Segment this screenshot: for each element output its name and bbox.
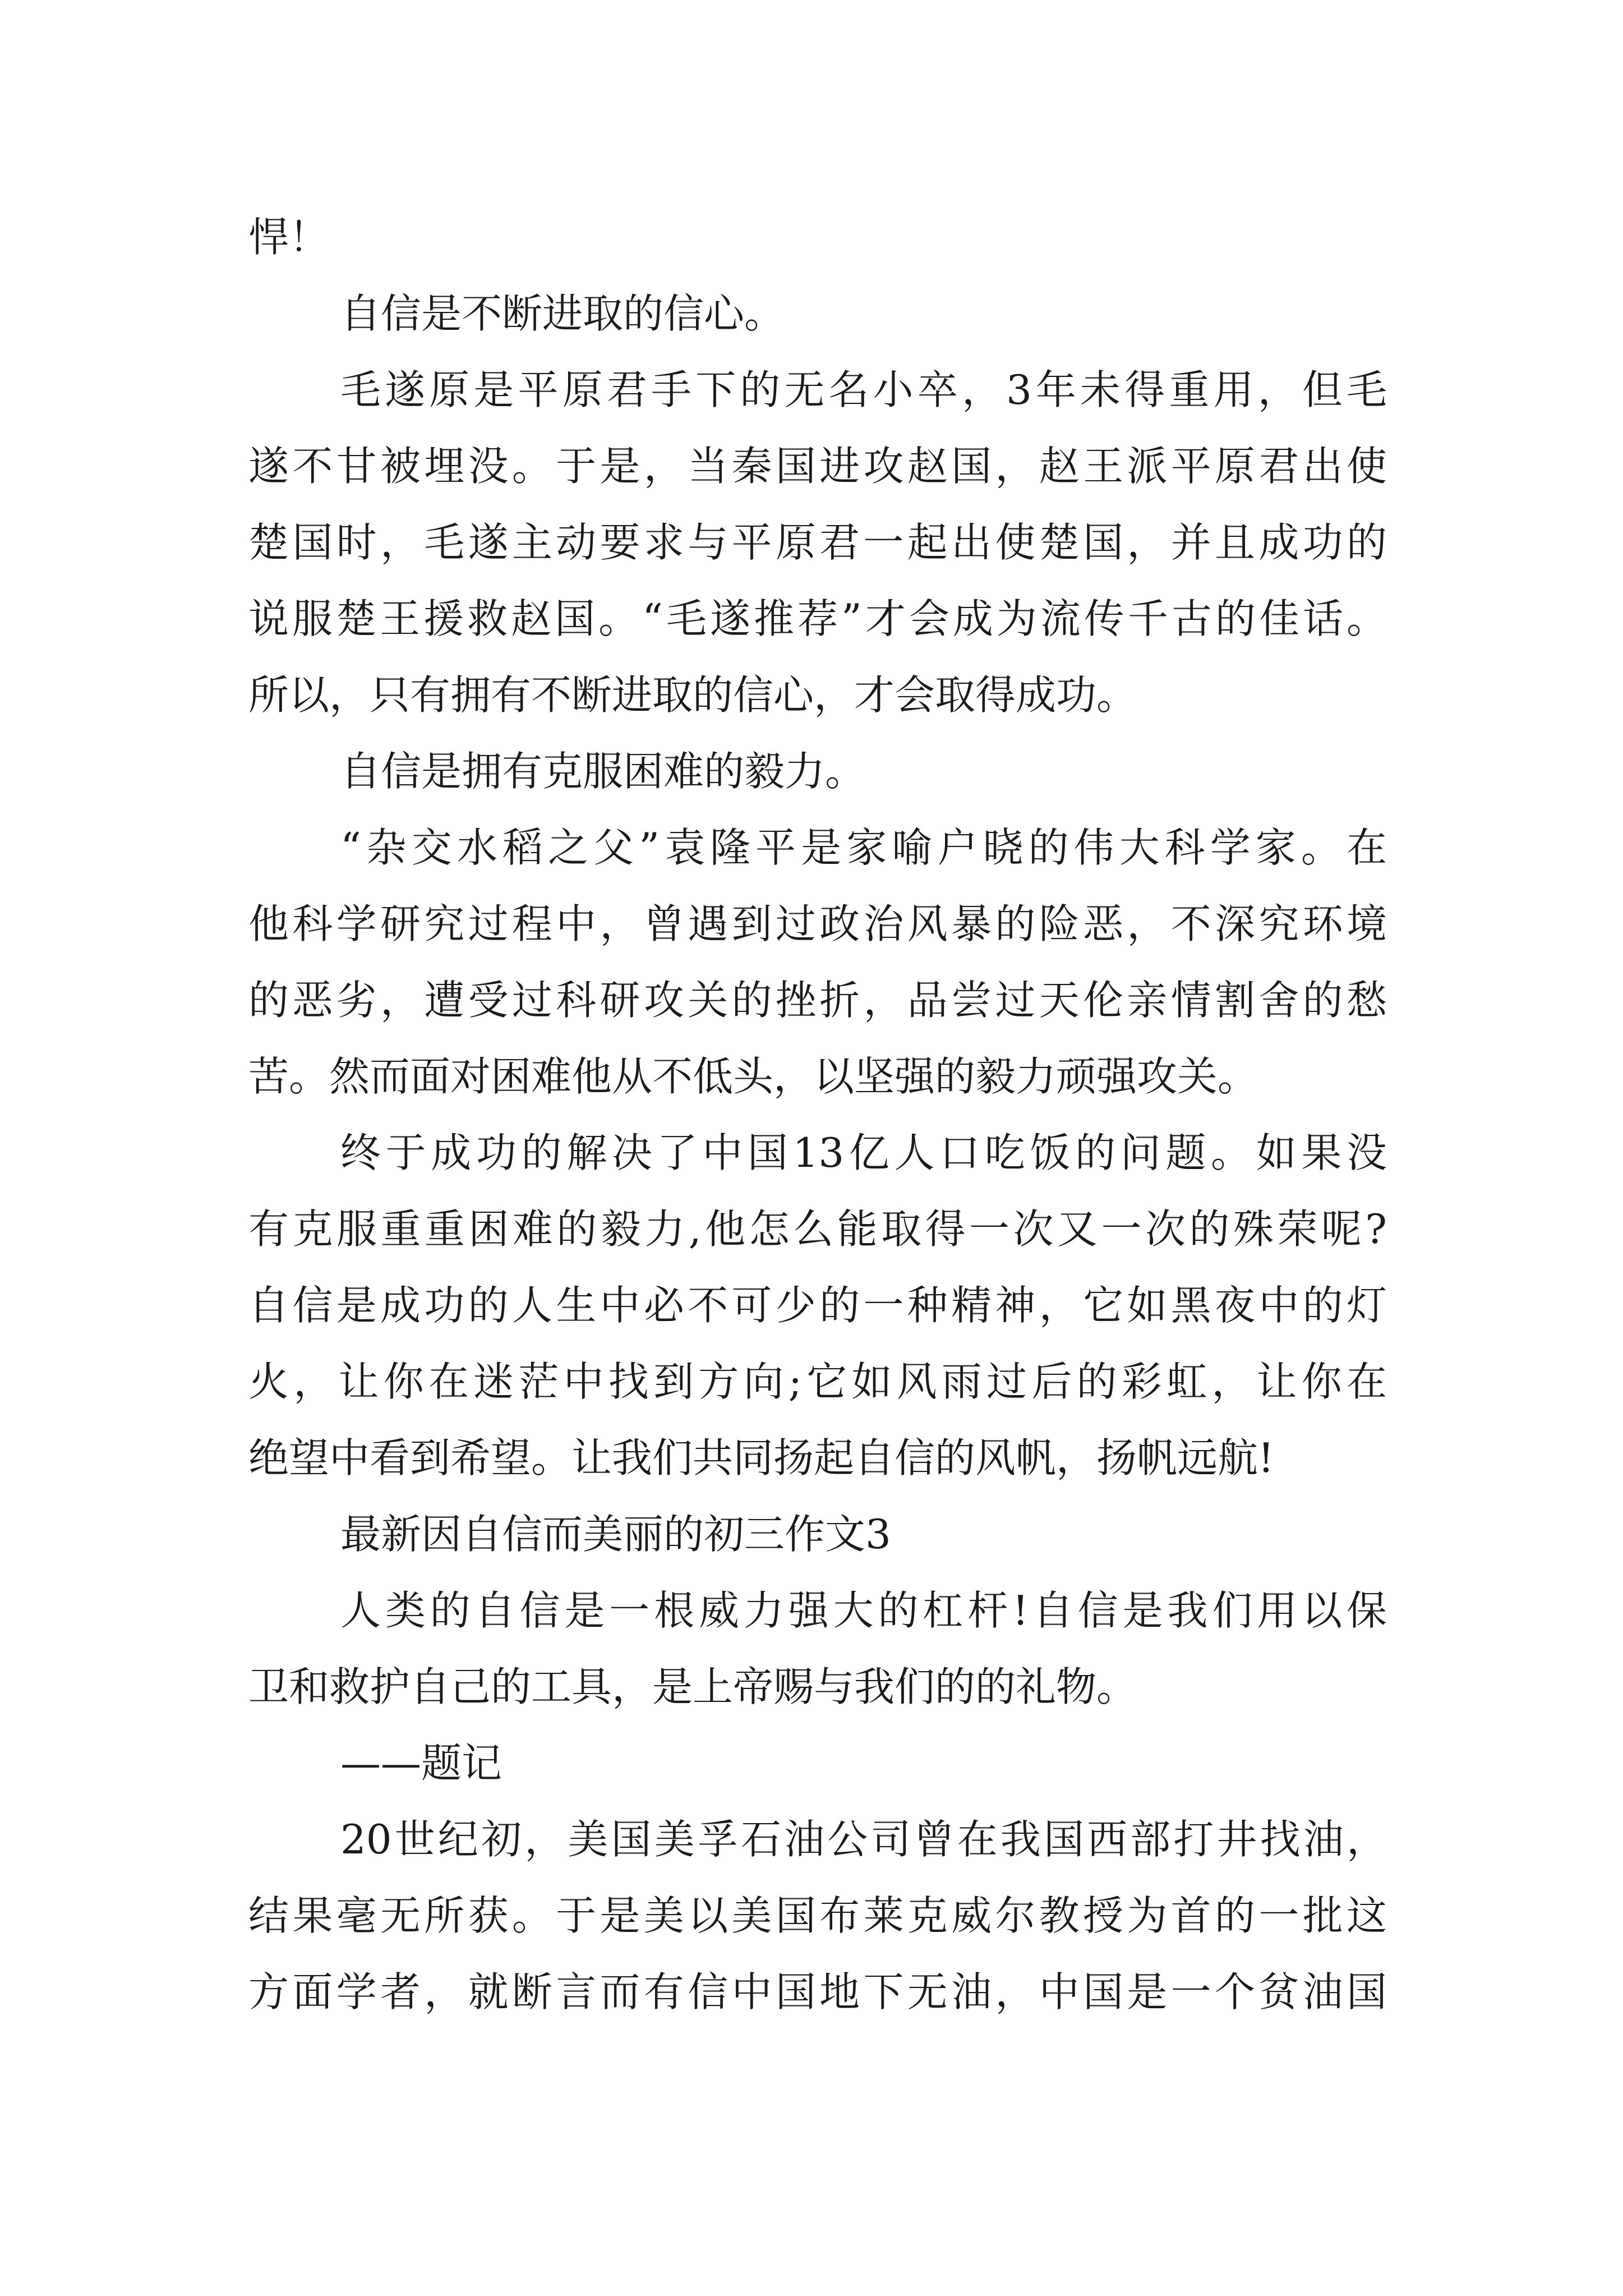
text-line: 终于成功的解决了中国13亿人口吃饭的问题。如果没 [340,1129,1387,1176]
text-line: 毛遂原是平原君手下的无名小卒，3年未得重用，但毛 [340,366,1387,413]
text-line: 自信是成功的人生中必不可少的一种精神，它如黑夜中的灯 [248,1282,1387,1329]
text-line: 绝望中看到希望。让我们共同扬起自信的风帆，扬帆远航! [248,1434,1274,1481]
text-line: 自信是拥有克服困难的毅力。 [340,748,866,795]
text-line: 说服楚王援救赵国。“毛遂推荐”才会成为流传千古的佳话。 [248,595,1387,642]
text-line: 火，让你在迷茫中找到方向;它如风雨过后的彩虹，让你在 [248,1358,1387,1405]
text-line: 结果毫无所获。于是美以美国布莱克威尔教授为首的一批这 [248,1892,1387,1939]
text-line: 所以，只有拥有不断进取的信心，才会取得成功。 [248,671,1137,719]
text-line: 悍！ [248,214,330,261]
text-line: 他科学研究过程中，曾遇到过政治风暴的险恶，不深究环境 [248,900,1387,947]
text-line: 有克服重重困难的毅力,他怎么能取得一次又一次的殊荣呢? [248,1205,1387,1253]
text-line: 遂不甘被埋没。于是，当秦国进攻赵国，赵王派平原君出使 [248,443,1387,490]
text-line: 最新因自信而美丽的初三作文3 [340,1511,891,1558]
text-line: 自信是不断进取的信心。 [340,290,785,337]
text-line: 的恶劣，遭受过科研攻关的挫折，品尝过天伦亲情割舍的愁 [248,977,1387,1024]
text-line: 苦。然而面对困难他从不低头，以坚强的毅力顽强攻关。 [248,1053,1258,1100]
text-line: 楚国时，毛遂主动要求与平原君一起出使楚国，并且成功的 [248,519,1387,566]
text-line: 方面学者，就断言而有信中国地下无油，中国是一个贫油国 [248,1968,1387,2016]
text-line: 卫和救护自己的工具，是上帝赐与我们的的礼物。 [248,1663,1137,1710]
text-line: ——题记 [340,1740,502,1787]
text-line: 20世纪初，美国美孚石油公司曾在我国西部打井找油， [340,1816,1387,1863]
text-line: “杂交水稻之父”袁隆平是家喻户晓的伟大科学家。在 [340,824,1387,871]
text-line: 人类的自信是一根威力强大的杠杆!自信是我们用以保 [340,1587,1387,1634]
